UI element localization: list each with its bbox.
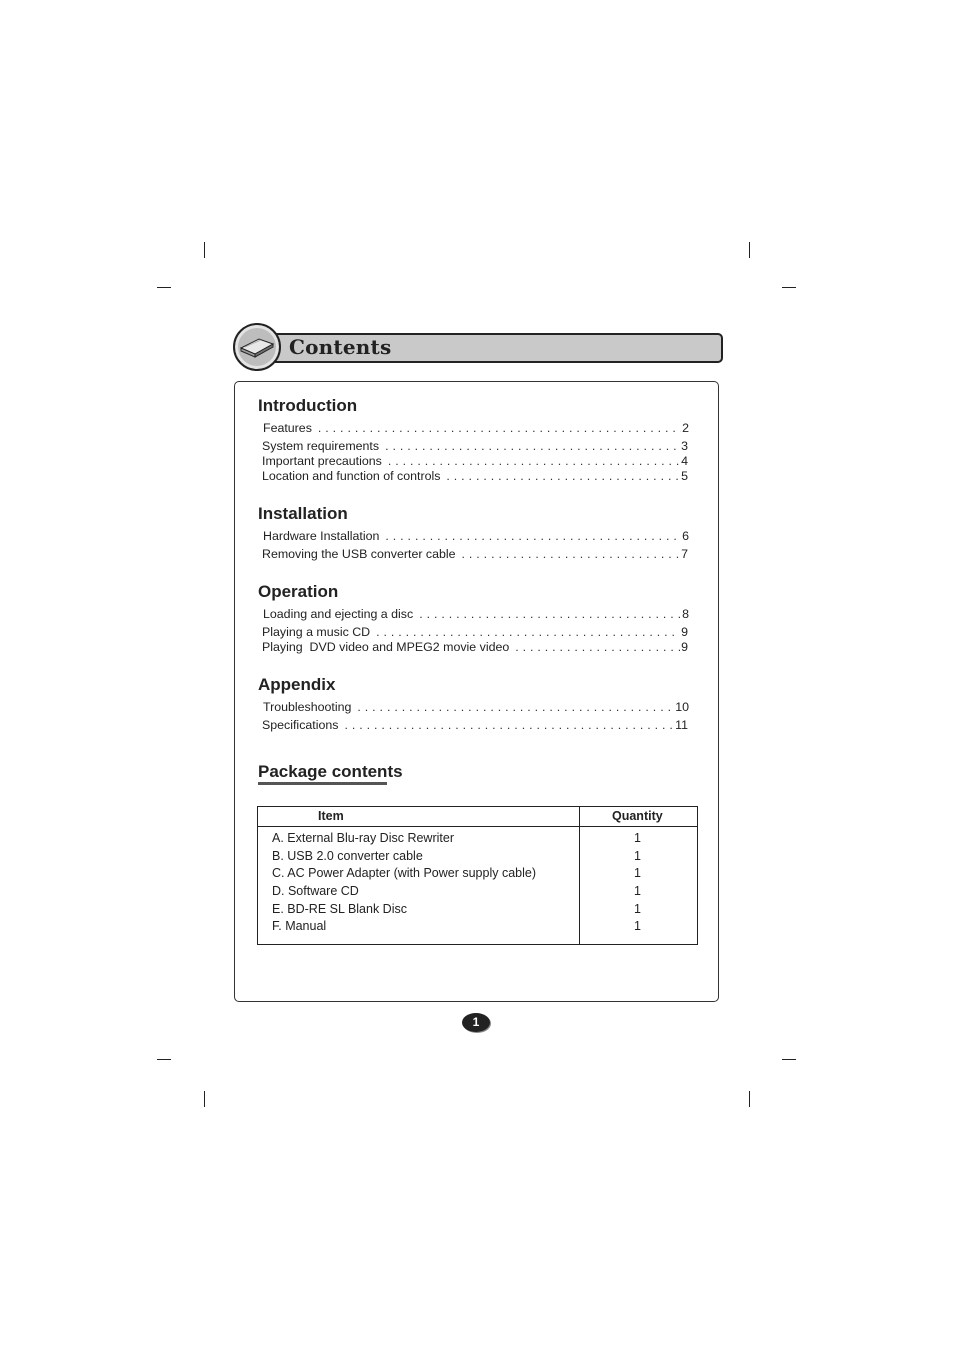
toc-entry (262, 547, 688, 562)
toc-label: Loading and ejecting a disc (263, 607, 419, 621)
toc-page: 6 (682, 529, 689, 543)
toc-label: Hardware Installation (263, 529, 385, 543)
crop-mark (749, 1091, 750, 1107)
section-heading-introduction: Introduction (258, 396, 358, 415)
toc-page: 10 (675, 700, 689, 714)
toc-page: 5 (681, 469, 688, 483)
table-cell-item: A. External Blu-ray Disc Rewriter (272, 831, 454, 845)
toc-entry (263, 700, 689, 715)
section-heading-installation: Installation (258, 504, 348, 523)
column-divider (579, 807, 580, 944)
crop-mark (204, 1091, 205, 1107)
toc-page: 9 (681, 625, 688, 639)
table-cell-qty: 1 (634, 902, 641, 916)
toc-entry (262, 439, 688, 454)
toc-label: Removing the USB converter cable (262, 547, 462, 561)
column-header-item: Item (318, 809, 344, 823)
crop-mark (157, 1059, 171, 1060)
toc-page: 11 (675, 718, 688, 732)
heading-underline (258, 782, 387, 785)
table-cell-qty: 1 (634, 884, 641, 898)
page-number-badge: 1 (462, 1013, 490, 1032)
crop-mark (204, 242, 205, 258)
table-cell-item: C. AC Power Adapter (with Power supply cable) (272, 866, 537, 880)
toc-label: Features (263, 421, 318, 435)
toc-page: 4 (681, 454, 688, 468)
package-contents-table (257, 806, 698, 945)
toc-label: Important precautions (262, 454, 388, 468)
toc-label: System requirements (262, 439, 385, 453)
toc-label: Troubleshooting (263, 700, 357, 714)
crop-mark (157, 287, 171, 288)
toc-entry (262, 640, 688, 655)
toc-entry (262, 625, 688, 640)
toc-page: 7 (681, 547, 688, 561)
toc-entry (263, 529, 689, 544)
toc-label: Playing DVD video and MPEG2 movie video (262, 640, 515, 654)
toc-page: 3 (681, 439, 688, 453)
table-cell-item: E. BD-RE SL Blank Disc (272, 902, 407, 916)
table-cell-item: F. Manual (272, 919, 327, 933)
package-contents-heading: Package contents (258, 762, 403, 781)
table-cell-qty: 1 (634, 849, 641, 863)
toc-label: Specifications (262, 718, 344, 732)
table-cell-item: B. USB 2.0 converter cable (272, 849, 423, 863)
column-header-quantity: Quantity (612, 809, 663, 823)
header-divider (258, 826, 697, 827)
table-cell-qty: 1 (634, 831, 641, 845)
toc-entry (263, 421, 689, 436)
table-cell-qty: 1 (634, 866, 641, 880)
toc-page: 9 (681, 640, 688, 654)
section-heading-operation: Operation (258, 582, 339, 601)
table-cell-qty: 1 (634, 919, 641, 933)
crop-mark (749, 242, 750, 258)
toc-page: 2 (682, 421, 689, 435)
toc-label: Location and function of controls (262, 469, 446, 483)
section-heading-appendix: Appendix (258, 675, 336, 694)
toc-entry (262, 454, 688, 469)
toc-entry (262, 469, 688, 484)
table-cell-item: D. Software CD (272, 884, 359, 898)
toc-label: Playing a music CD (262, 625, 376, 639)
toc-entry (263, 607, 689, 622)
drive-icon (233, 323, 281, 371)
crop-mark (782, 287, 796, 288)
page-title: Contents (289, 335, 392, 359)
toc-entry (262, 718, 688, 733)
crop-mark (782, 1059, 796, 1060)
toc-page: 8 (682, 607, 689, 621)
